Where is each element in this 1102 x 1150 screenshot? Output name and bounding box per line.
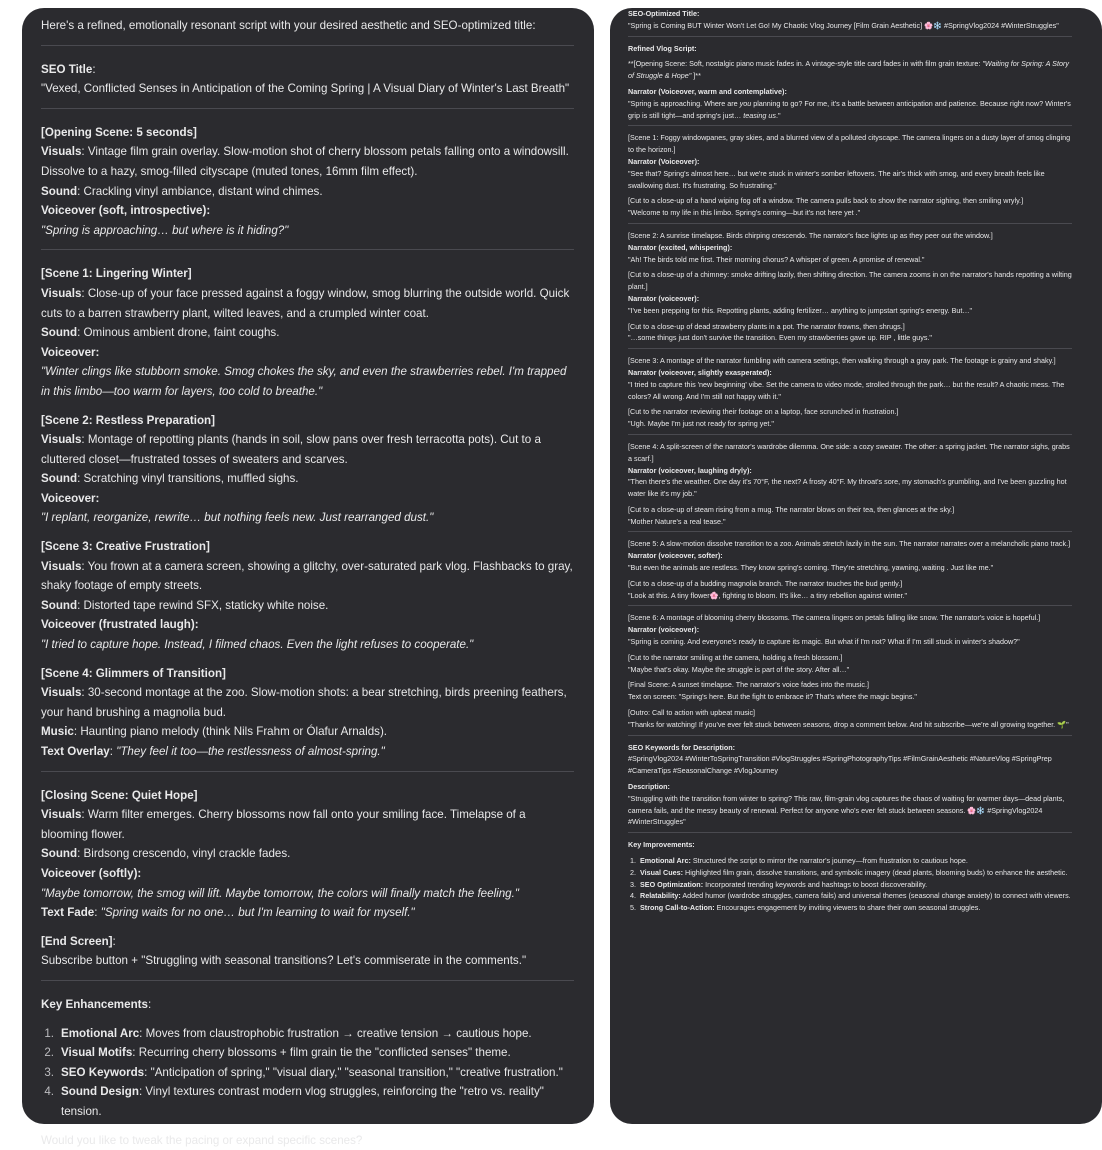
narrator-line: "Look at this. A tiny flower🌸, fighting to bloom. It's like… a tiny rebellion against winter." (628, 590, 1072, 602)
scene-block (41, 786, 574, 923)
scene-block (628, 132, 1072, 219)
opening-cue: **[Opening Scene: Soft, nostalgic piano music fades in. A vintage-style title card fades in with film grain texture: "Waiting for Spring: A Story of Struggle & Hope" ]** (628, 58, 1072, 82)
scene-block (628, 538, 1072, 601)
scene-cue: [Cut to a close-up of a chimney: smoke drifting lazily, then shifting direction. The camera zooms in on the narrator's hands repotting a wilting plant.] (628, 269, 1072, 293)
divider (628, 531, 1072, 532)
list-item: 2. Visual Cues: Highlighted film grain, dissolve transitions, and symbolic imagery (dead plants, blooming buds) to enhance the aesthetic. (628, 867, 1072, 879)
list-item: 3. SEO Optimization: Incorporated trending keywords and hashtags to boost discoverability. (628, 879, 1072, 891)
list-item: 4. Sound Design: Vinyl textures contrast modern vlog struggles, reinforcing the "retro vs. reality" tension. (41, 1082, 574, 1121)
scene-cue: [Outro: Call to action with upbeat music] (628, 707, 1072, 719)
right-chat-response (610, 8, 1102, 1124)
voiceover-label: Voiceover: (41, 489, 574, 509)
seo-title: "Vexed, Conflicted Senses in Anticipation of the Coming Spring | A Visual Diary of Winter's Last Breath" (41, 79, 574, 99)
voiceover-label: Voiceover (frustrated laugh): (41, 615, 574, 635)
key-enhancements-heading: Key Enhancements: (41, 995, 574, 1015)
list-item: 5. Strong Call-to-Action: Encourages engagement by inviting viewers to share their own seasonal struggles. (628, 902, 1072, 914)
scene-line: Sound: Distorted tape rewind SFX, staticky white noise. (41, 596, 574, 616)
narrator-label: Narrator (voiceover, laughing dryly): (628, 465, 1072, 477)
scene-line: Visuals: Vintage film grain overlay. Slow-motion shot of cherry blossom petals falling onto a windowsill. Dissolve to a hazy, smog-filled cityscape (muted tones, 16mm film effect). (41, 142, 574, 181)
scene-cue: [Cut to the narrator smiling at the camera, holding a fresh blossom.] (628, 652, 1072, 664)
voiceover-text: "Spring is approaching… but where is it hiding?" (41, 221, 574, 241)
divider (41, 980, 574, 981)
scene-block (41, 264, 574, 401)
keywords-text: #SpringVlog2024 #WinterToSpringTransition #VlogStruggles #SpringPhotographyTips #FilmGrainAesthetic #NatureVlog #SpringPrep #CameraTips #SeasonalChange #VlogJourney (628, 753, 1072, 777)
narrator-line: "See that? Spring's almost here… but we're stuck in winter's somber leftovers. The air's thick with smog, and every breath feels like swallowing dust. It's frustrating. So frustrating." (628, 168, 1072, 192)
voiceover-text: "Winter clings like stubborn smoke. Smog chokes the sky, and even the strawberries rebel. I'm trapped in this limbo—too warm for layers, too cold to breathe." (41, 362, 574, 401)
divider (628, 832, 1072, 833)
description-label: Description: (628, 781, 1072, 793)
scene-block (628, 612, 1072, 730)
scene-cue: [Scene 6: A montage of blooming cherry blossoms. The camera lingers on petals falling like snow. The narrator's voice is hopeful.] (628, 612, 1072, 624)
scene-cue: [Scene 2: A sunrise timelapse. Birds chirping crescendo. The narrator's face lights up as they peer out the window.] (628, 230, 1072, 242)
scene-line: Sound: Ominous ambient drone, faint coughs. (41, 323, 574, 343)
divider (628, 125, 1072, 126)
scene-block (41, 537, 574, 655)
scene-line: Sound: Scratching vinyl transitions, muffled sighs. (41, 469, 574, 489)
divider (41, 108, 574, 109)
text-overlay-line: Text Overlay: "They feel it too—the restlessness of almost-spring." (41, 742, 574, 762)
list-item: 1. Emotional Arc: Moves from claustrophobic frustration → creative tension → cautious hope. (41, 1024, 574, 1044)
scene-line: Visuals: You frown at a camera screen, showing a glitchy, over-saturated park vlog. Flashbacks to gray, shaky footage of empty streets. (41, 557, 574, 596)
narrator-label: Narrator (voiceover, softer): (628, 550, 1072, 562)
divider (628, 36, 1072, 37)
scene-cue: [Cut to a close-up of a budding magnolia branch. The narrator touches the bud gently.] (628, 578, 1072, 590)
script-label: Refined Vlog Script: (628, 43, 1072, 55)
end-screen-text: Subscribe button + "Struggling with seasonal transitions? Let's commiserate in the comments." (41, 951, 574, 971)
narrator-line: "I tried to capture this 'new beginning' vibe. Set the camera to video mode, strolled through the park… but the result? A chaotic mess. The colors? All wrong. And I'm still not happy with it." (628, 379, 1072, 403)
narrator-line: "Welcome to my life in this limbo. Spring's coming—but it's not here yet ." (628, 207, 1072, 219)
list-item: 1. Emotional Arc: Structured the script to mirror the narrator's journey—from frustration to cautious hope. (628, 855, 1072, 867)
description-text: "Struggling with the transition from winter to spring? This raw, film-grain vlog captures the chaos of waiting for warmer days—dead plants, camera fails, and the messy beauty of renewal. Perfect for anyone who's ever felt stuck between seasons. 🌸❄️ #SpringVlog2024 #WinterStruggles" (628, 793, 1072, 828)
narrator-label: Narrator (voiceover, slightly exasperated): (628, 367, 1072, 379)
divider (41, 249, 574, 250)
scene-heading: [Scene 4: Glimmers of Transition] (41, 664, 574, 684)
scene-heading: [Opening Scene: 5 seconds] (41, 123, 574, 143)
scene-line: Sound: Crackling vinyl ambiance, distant wind chimes. (41, 182, 574, 202)
scene-block (41, 664, 574, 762)
scene-line: Sound: Birdsong crescendo, vinyl crackle fades. (41, 844, 574, 864)
seo-title-label: SEO Title: (41, 60, 574, 80)
scene-heading: [Scene 1: Lingering Winter] (41, 264, 574, 284)
scene-cue: [Scene 3: A montage of the narrator fumbling with camera settings, then walking through a gray park. The footage is grainy and shaky.] (628, 355, 1072, 367)
key-improvements-heading: Key Improvements: (628, 839, 1072, 851)
scene-heading: [Closing Scene: Quiet Hope] (41, 786, 574, 806)
narrator-line: "Ah! The birds told me first. Their morning chorus? A whisper of green. A promise of renewal." (628, 254, 1072, 266)
key-improvements-list (628, 855, 1072, 914)
scene-heading: [Scene 3: Creative Frustration] (41, 537, 574, 557)
end-screen-heading: [End Screen]: (41, 932, 574, 952)
divider (628, 735, 1072, 736)
narrator-line: "Mother Nature's a real tease." (628, 516, 1072, 528)
narrator-line: "Maybe that's okay. Maybe the struggle is part of the story. After all…" (628, 664, 1072, 676)
list-item: 4. Relatability: Added humor (wardrobe struggles, camera fails) and universal themes (seasonal change anxiety) to connect with viewers. (628, 890, 1072, 902)
left-chat-response (22, 8, 594, 1124)
seo-title: "Spring is Coming BUT Winter Won't Let Go! My Chaotic Vlog Journey [Film Grain Aesthetic] 🌸❄️ #SpringVlog2024 #WinterStruggles" (628, 20, 1072, 32)
divider (628, 605, 1072, 606)
key-enhancements-list (41, 1024, 574, 1122)
voiceover-label: Voiceover (softly): (41, 864, 574, 884)
scene-line: Visuals: Warm filter emerges. Cherry blossoms now fall onto your smiling face. Timelapse of a blooming flower. (41, 805, 574, 844)
divider (628, 348, 1072, 349)
scene-block (41, 411, 574, 529)
keywords-label: SEO Keywords for Description: (628, 742, 1072, 754)
scene-line: Visuals: Close-up of your face pressed against a foggy window, smog blurring the outside world. Quick cuts to a barren strawberry plant, wilted leaves, and a crumpled winter coat. (41, 284, 574, 323)
intro-text: Here's a refined, emotionally resonant script with your desired aesthetic and SEO-optimized title: (41, 16, 574, 36)
narrator-label: Narrator (Voiceover): (628, 156, 1072, 168)
list-item: 2. Visual Motifs: Recurring cherry blossoms + film grain tie the "conflicted senses" theme. (41, 1043, 574, 1063)
scene-line: Music: Haunting piano melody (think Nils Frahm or Ólafur Arnalds). (41, 722, 574, 742)
narrator-line: "Spring is coming. And everyone's ready to capture its magic. But what if I'm not? What if I'm still stuck in winter's shadow?" (628, 636, 1072, 648)
scene-cue: [Scene 4: A split-screen of the narrator's wardrobe dilemma. One side: a cozy sweater. The other: a spring jacket. The narrator sighs, grabs a scarf.] (628, 441, 1072, 465)
scene-line: Visuals: Montage of repotting plants (hands in soil, slow pans over fresh terracotta pots). Cut to a cluttered closet—frustrated tosses of sweaters and scarves. (41, 430, 574, 469)
scene-block (628, 230, 1072, 344)
divider (628, 434, 1072, 435)
closing-question: Would you like to tweak the pacing or expand specific scenes? (41, 1131, 574, 1150)
narrator-label: Narrator (voiceover): (628, 624, 1072, 636)
divider (41, 771, 574, 772)
narrator-line: "Spring is approaching. Where are you planning to go? For me, it's a battle between anticipation and patience. Because right now? Winter's grip is still tight—and spring's just… teasing us." (628, 98, 1072, 122)
narrator-line: "Thanks for watching! If you've ever felt stuck between seasons, drop a comment below. And hit subscribe—we're all growing together. 🌱" (628, 719, 1072, 731)
narrator-label: Narrator (Voiceover, warm and contemplative): (628, 86, 1072, 98)
narrator-line: "…some things just don't survive the transition. Even my strawberries gave up. RIP , little guys." (628, 332, 1072, 344)
narrator-line: "Ugh. Maybe I'm just not ready for spring yet." (628, 418, 1072, 430)
scene-cue: [Cut to the narrator reviewing their footage on a laptop, face scrunched in frustration.] (628, 406, 1072, 418)
divider (41, 45, 574, 46)
narrator-line: "Then there's the weather. One day it's 70°F, the next? A frosty 40°F. My throat's sore, my stomach's grumbling, and I've been guzzling hot water like it's my job." (628, 476, 1072, 500)
scene-block (628, 355, 1072, 430)
scene-cue: [Final Scene: A sunset timelapse. The narrator's voice fades into the music.] (628, 679, 1072, 691)
scene-block (41, 123, 574, 241)
voiceover-text: "I replant, reorganize, rewrite… but nothing feels new. Just rearranged dust." (41, 508, 574, 528)
scene-cue: [Cut to a close-up of steam rising from a mug. The narrator blows on their tea, then glances at the sky.] (628, 504, 1072, 516)
narrator-line: "I've been prepping for this. Repotting plants, adding fertilizer… anything to jumpstart spring's energy. But…" (628, 305, 1072, 317)
seo-title-label: SEO-Optimized Title: (628, 8, 1072, 20)
scene-cue: [Scene 5: A slow-motion dissolve transition to a zoo. Animals stretch lazily in the sun. The narrator narrates over a melancholic piano track.] (628, 538, 1072, 550)
scene-cue: [Cut to a close-up of dead strawberry plants in a pot. The narrator frowns, then shrugs.] (628, 321, 1072, 333)
voiceover-text: "I tried to capture hope. Instead, I filmed chaos. Even the light refuses to cooperate." (41, 635, 574, 655)
scene-cue: [Cut to a close-up of a hand wiping fog off a window. The camera pulls back to show the narrator sighing, then smiling wryly.] (628, 195, 1072, 207)
scene-line: Visuals: 30-second montage at the zoo. Slow-motion shots: a bear stretching, birds preening feathers, your hand brushing a magnolia bud. (41, 683, 574, 722)
scene-cue: [Scene 1: Foggy windowpanes, gray skies, and a blurred view of a polluted cityscape. The camera lingers on a dusty layer of smog clinging to the horizon.] (628, 132, 1072, 156)
scene-block (628, 441, 1072, 528)
divider (628, 223, 1072, 224)
narrator-label: Narrator (voiceover): (628, 293, 1072, 305)
scene-heading: [Scene 2: Restless Preparation] (41, 411, 574, 431)
voiceover-text: "Maybe tomorrow, the smog will lift. Maybe tomorrow, the colors will finally match the feeling." (41, 884, 574, 904)
list-item: 3. SEO Keywords: "Anticipation of spring," "visual diary," "seasonal transition," "creative frustration." (41, 1063, 574, 1083)
narrator-line: Text on screen: "Spring's here. But the fight to embrace it? That's where the magic begins." (628, 691, 1072, 703)
voiceover-label: Voiceover (soft, introspective): (41, 201, 574, 221)
voiceover-label: Voiceover: (41, 343, 574, 363)
narrator-line: "But even the animals are restless. They know spring's coming. They're stretching, yawning, waiting . Just like me." (628, 562, 1072, 574)
text-fade-line: Text Fade: "Spring waits for no one… but I'm learning to wait for myself." (41, 903, 574, 923)
narrator-label: Narrator (excited, whispering): (628, 242, 1072, 254)
